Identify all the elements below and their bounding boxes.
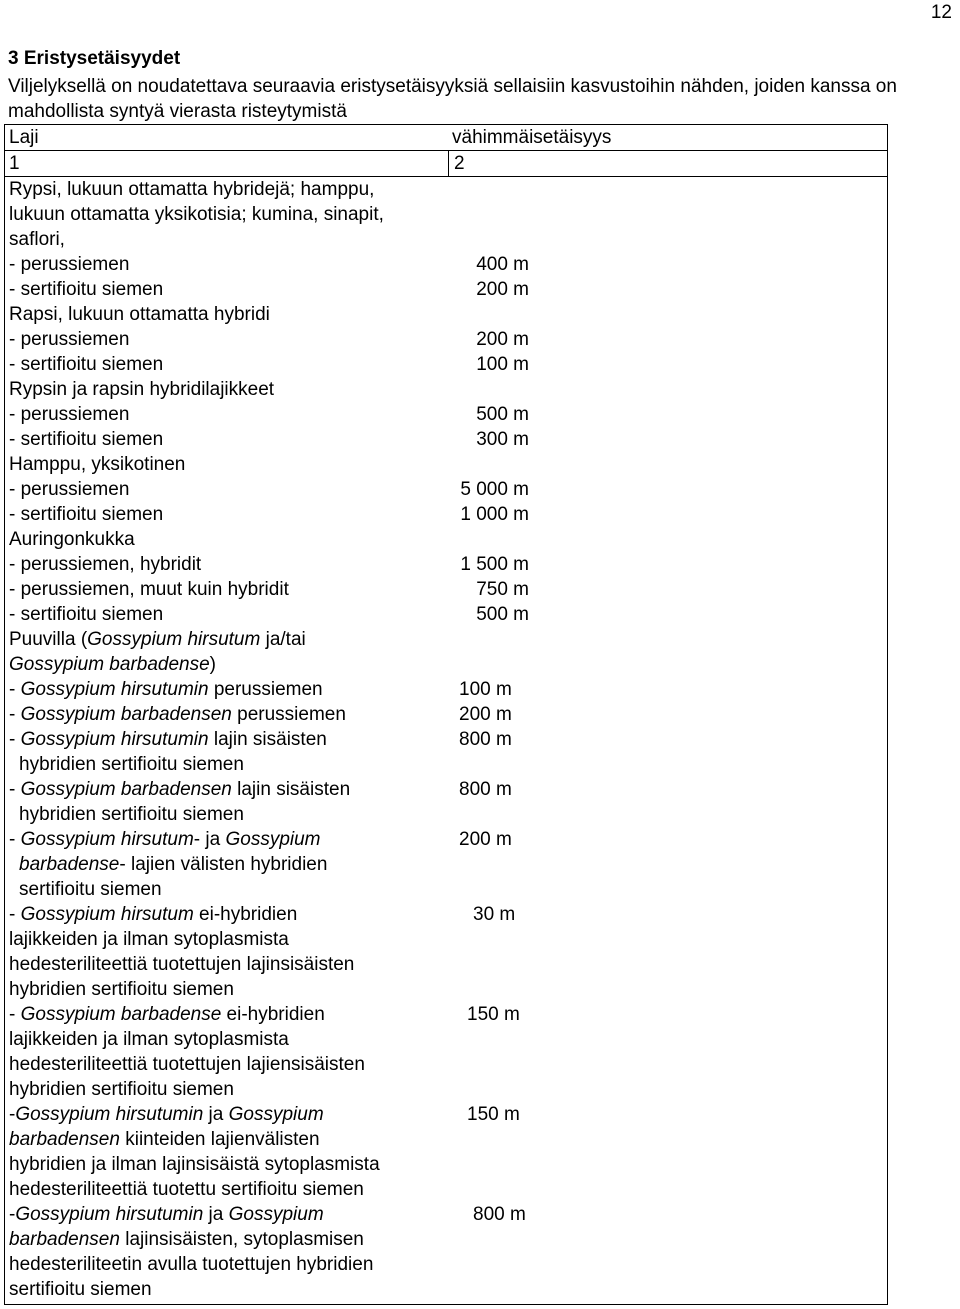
species-cell: Auringonkukka: [9, 529, 135, 550]
distance-value: 200 m: [476, 279, 529, 300]
page-number: 12: [930, 2, 952, 23]
column-number-2: 2: [454, 153, 465, 174]
table-row: - Gossypium hirsutumin lajin sisäisten 800 m: [5, 727, 887, 752]
species-cell: Rypsin ja rapsin hybridilajikkeet: [9, 379, 275, 400]
distance-value: 150 m: [467, 1104, 520, 1125]
species-cell: - sertifioitu siemen: [9, 354, 164, 375]
section-heading: 3 Eristysetäisyydet: [8, 48, 181, 69]
species-cell: Rapsi, lukuun ottamatta hybridi: [9, 304, 270, 325]
distance-value: 300 m: [476, 429, 529, 450]
column-divider: [448, 151, 449, 177]
column-header-min-distance: vähimmäisetäisyys: [452, 127, 612, 148]
distance-value: 400 m: [476, 254, 529, 275]
species-cell: - perussiemen: [9, 329, 130, 350]
species-cell: - perussiemen: [9, 479, 130, 500]
table-row: [5, 502, 887, 527]
table-row: [5, 202, 887, 227]
table-row: [5, 377, 887, 402]
species-cell: Rypsi, lukuun ottamatta hybridejä; hamppu,: [9, 179, 375, 200]
intro-text: Viljelyksellä on noudatettava seuraavia eristysetäisyyksiä sellaisiin kasvustoihin nähden, joiden kanssa on mahdollista syntyä vierasta risteytymistä: [8, 76, 897, 122]
table-row: - Gossypium barbadense ei-hybridien 150 m: [5, 1002, 887, 1027]
species-cell: saflori,: [9, 229, 65, 250]
species-cell: - sertifioitu siemen: [9, 429, 164, 450]
species-cell: - sertifioitu siemen: [9, 504, 164, 525]
distance-value: 150 m: [467, 1004, 520, 1025]
table-row: [5, 402, 887, 427]
table-row: [5, 177, 887, 202]
distance-value: 100 m: [476, 354, 529, 375]
species-cell: - perussiemen: [9, 254, 130, 275]
table-row: [5, 602, 887, 627]
table-row: Gossypium barbadense): [9, 654, 216, 675]
table-row: [5, 477, 887, 502]
table-row: [5, 277, 887, 302]
distance-value: 800 m: [473, 1204, 526, 1225]
distance-value: 1 500 m: [460, 554, 529, 575]
table-row: [5, 577, 887, 602]
column-header-species: Laji: [9, 127, 39, 148]
species-cell: - sertifioitu siemen: [9, 279, 164, 300]
table-row: [5, 227, 887, 252]
distance-value: 750 m: [476, 579, 529, 600]
table-number-row: [5, 151, 887, 177]
species-cell: - perussiemen, hybridit: [9, 554, 202, 575]
distance-value: 5 000 m: [460, 479, 529, 500]
table-row: - Gossypium barbadensen perussiemen 200 m: [5, 702, 887, 727]
table-row: - Gossypium hirsutum ei-hybridien 30 m: [5, 902, 887, 927]
table-row: - Gossypium hirsutumin perussiemen 100 m: [5, 677, 887, 702]
table-row: [5, 327, 887, 352]
distance-value: 200 m: [459, 704, 512, 725]
distance-value: 500 m: [476, 604, 529, 625]
isolation-distance-table: [4, 124, 888, 1305]
table-row: - Gossypium hirsutum- ja Gossypium 200 m: [5, 827, 887, 852]
distance-value: 100 m: [459, 679, 512, 700]
distance-value: 500 m: [476, 404, 529, 425]
distance-value: 800 m: [459, 779, 512, 800]
table-row: [5, 552, 887, 577]
distance-value: 200 m: [459, 829, 512, 850]
table-row: [5, 527, 887, 552]
table-body: Rypsi, lukuun ottamatta hybridejä; hamppu, lukuun ottamatta yksikotisia; kumina, sinapit, saflori, - perussiemen 400 m - sertifioitu siemen 200 m Rapsi, lukuun ottamatta hybridi - perussiemen 200 m - sertifioitu siemen 100 m Rypsin ja rapsin hybridilajikkeet - perussiemen 500 m - sertifioitu siemen 300 m Hamppu, yksikotinen - perussiemen 5 000 m - sertifioitu siemen 1 000 m Auringonkukka - perussiemen, hybridit 1 500 m - perussiemen, muut kuin hybridit 750 m - sertifioitu siemen 500 m Puuvilla (Gossypium hirsutum ja/tai Gossypium barbadense) - Gossypium hirsutumin perussiemen 100 m - Gossypium barbadensen perussiemen 200 m - Gossypium hirsutumin lajin sisäisten 800 m hybridien sertifioitu siemen - Gossypium barbadensen lajin sisäisten 800 m hybridien sertifioitu siemen - Gossypium hirsutum- ja Gossypium 200 m barbadense- lajien välisten hybridien sertifioitu siemen - Gossypium hirsutum ei-hybridien 30 m lajikkeiden ja ilman sytoplasmista hedesteriliteettiä tuotettujen lajinsisäisten hybridien sertifioitu siemen - Gossypium barbadense ei-hybridien 150 m lajikkeiden ja ilman sytoplasmista hedesteriliteettiä tuotettujen lajiensisäisten hybridien sertifioitu siemen -Gossypium hirsutumin ja Gossypium 150 m barbadensen kiinteiden lajienvälisten hybridien ja ilman lajinsisäistä sytoplasmista hedesteriliteettiä tuotettu sertifioitu siemen -Gossypium hirsutumin ja Gossypium 800 m barbadensen lajinsisäisten, sytoplasmisen hedesteriliteetin avulla tuotettujen hybridien sertifioitu siemen: [5, 177, 887, 1302]
table-row: [5, 252, 887, 277]
table-row: [5, 352, 887, 377]
table-row: [5, 302, 887, 327]
species-cell: lukuun ottamatta yksikotisia; kumina, sinapit,: [9, 204, 384, 225]
table-row: [5, 427, 887, 452]
column-number-1: 1: [9, 153, 20, 174]
table-row: - Gossypium barbadensen lajin sisäisten 800 m: [5, 777, 887, 802]
species-cell: - perussiemen: [9, 404, 130, 425]
table-row: [5, 452, 887, 477]
distance-value: 800 m: [459, 729, 512, 750]
species-cell: Hamppu, yksikotinen: [9, 454, 186, 475]
species-cell: - sertifioitu siemen: [9, 604, 164, 625]
table-header-row: [5, 125, 887, 151]
distance-value: 30 m: [473, 904, 516, 925]
table-row: Puuvilla (Gossypium hirsutum ja/tai: [9, 629, 306, 650]
table-row: -Gossypium hirsutumin ja Gossypium 150 m: [5, 1102, 887, 1127]
distance-value: 200 m: [476, 329, 529, 350]
species-cell: - perussiemen, muut kuin hybridit: [9, 579, 289, 600]
table-row: -Gossypium hirsutumin ja Gossypium 800 m: [5, 1202, 887, 1227]
distance-value: 1 000 m: [460, 504, 529, 525]
